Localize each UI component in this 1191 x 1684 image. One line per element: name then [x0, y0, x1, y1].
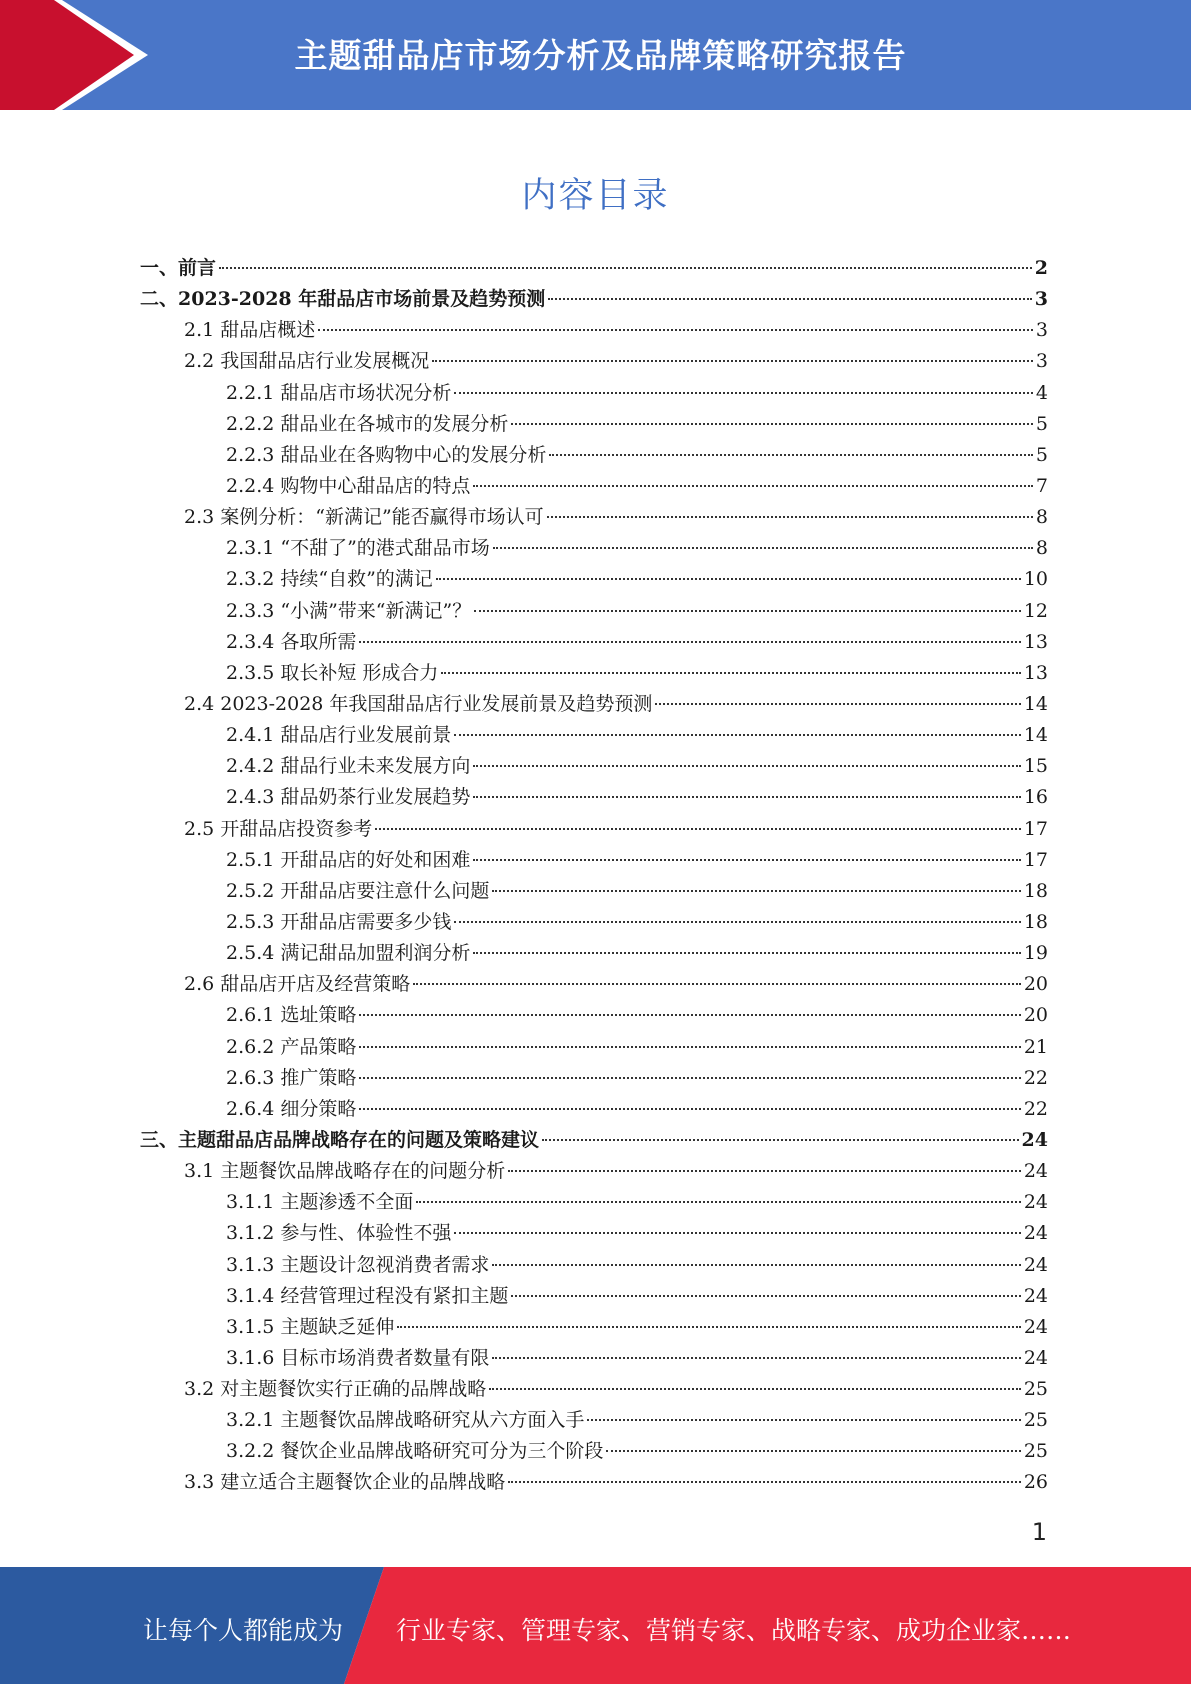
toc-entry-label: 2.6.4 细分策略 — [226, 1097, 357, 1120]
toc-entry-page: 24 — [1023, 1253, 1048, 1276]
toc-entry-page: 3 — [1035, 319, 1048, 342]
toc-entry-page: 16 — [1023, 786, 1048, 809]
toc-dot-leader — [454, 921, 1020, 923]
toc-entry-page: 26 — [1023, 1471, 1048, 1494]
toc-entry[interactable] — [140, 472, 1048, 503]
toc-dot-leader — [492, 890, 1020, 892]
toc-entry[interactable] — [140, 877, 1048, 908]
toc-dot-leader — [492, 1357, 1020, 1359]
toc-entry-page: 8 — [1035, 506, 1048, 529]
toc-entry-page: 24 — [1021, 1128, 1048, 1151]
toc-entry-page: 17 — [1023, 817, 1048, 840]
toc-entry[interactable] — [140, 1468, 1048, 1499]
toc-dot-leader — [473, 952, 1020, 954]
header-banner — [0, 0, 1191, 110]
toc-dot-leader — [473, 765, 1020, 767]
toc-entry-page: 24 — [1023, 1222, 1048, 1245]
toc-entry-page: 21 — [1023, 1035, 1048, 1058]
toc-entry-label: 2.2.1 甜品店市场状况分析 — [226, 381, 452, 404]
toc-dot-leader — [548, 298, 1032, 300]
toc-entry[interactable] — [140, 503, 1048, 534]
toc-entry[interactable] — [140, 628, 1048, 659]
toc-entry-label: 2.3.1 “不甜了”的港式甜品市场 — [226, 537, 490, 560]
toc-entry-page: 14 — [1023, 692, 1048, 715]
toc-entry[interactable] — [140, 1126, 1048, 1157]
report-title: 主题甜品店市场分析及品牌策略研究报告 — [294, 36, 907, 75]
toc-dot-leader — [549, 454, 1033, 456]
toc-entry[interactable] — [140, 783, 1048, 814]
toc-entry-label: 3.2 对主题餐饮实行正确的品牌战略 — [184, 1378, 487, 1401]
toc-entry-page: 15 — [1023, 755, 1048, 778]
toc-entry-page: 17 — [1023, 848, 1048, 871]
toc-entry[interactable] — [140, 1313, 1048, 1344]
toc-entry[interactable] — [140, 1437, 1048, 1468]
toc-entry-page: 25 — [1023, 1440, 1048, 1463]
toc-dot-leader — [606, 1450, 1020, 1452]
toc-entry-label: 3.3 建立适合主题餐饮企业的品牌战略 — [184, 1471, 506, 1494]
toc-entry-page: 24 — [1023, 1315, 1048, 1338]
toc-entry-label: 2.3.3 “小满”带来“新满记”？ — [226, 599, 472, 622]
toc-entry-page: 5 — [1035, 412, 1048, 435]
toc-entry-label: 2.3.5 取长补短 形成合力 — [226, 661, 439, 684]
toc-entry-page: 19 — [1023, 942, 1048, 965]
toc-entry-page: 22 — [1023, 1066, 1048, 1089]
toc-dot-leader — [436, 578, 1021, 580]
toc-entry[interactable] — [140, 379, 1048, 410]
toc-dot-leader — [492, 1264, 1020, 1266]
toc-dot-leader — [318, 329, 1033, 331]
toc-entry-label: 2.3.2 持续“自救”的满记 — [226, 568, 433, 591]
toc-dot-leader — [489, 1388, 1021, 1390]
toc-entry-label: 2.4.1 甜品店行业发展前景 — [226, 724, 452, 747]
toc-entry-page: 7 — [1035, 474, 1048, 497]
toc-entry[interactable] — [140, 721, 1048, 752]
toc-entry[interactable] — [140, 1406, 1048, 1437]
toc-entry-page: 20 — [1023, 1004, 1048, 1027]
toc-entry-label: 3.1.6 目标市场消费者数量有限 — [226, 1346, 490, 1369]
toc-entry-page: 4 — [1035, 381, 1048, 404]
toc-entry-label: 二、2023-2028 年甜品店市场前景及趋势预测 — [140, 288, 546, 311]
toc-entry-label: 2.3 案例分析：“新满记”能否赢得市场认可 — [184, 506, 544, 529]
toc-entry[interactable] — [140, 1033, 1048, 1064]
toc-entry-label: 2.3.4 各取所需 — [226, 630, 357, 653]
table-of-contents — [140, 254, 1048, 1500]
toc-dot-leader — [508, 1481, 1021, 1483]
toc-entry[interactable] — [140, 1219, 1048, 1250]
toc-dot-leader — [454, 734, 1020, 736]
toc-entry[interactable] — [140, 939, 1048, 970]
toc-entry-page: 13 — [1023, 630, 1048, 653]
toc-dot-leader — [219, 267, 1032, 269]
toc-dot-leader — [587, 1419, 1020, 1421]
toc-entry-label: 3.1 主题餐饮品牌战略存在的问题分析 — [184, 1160, 506, 1183]
toc-dot-leader — [413, 983, 1021, 985]
toc-entry[interactable] — [140, 815, 1048, 846]
toc-entry[interactable] — [140, 1282, 1048, 1313]
toc-entry-page: 12 — [1023, 599, 1048, 622]
toc-entry-label: 三、主题甜品店品牌战略存在的问题及策略建议 — [140, 1128, 540, 1151]
toc-dot-leader — [473, 485, 1033, 487]
toc-entry-label: 3.2.2 餐饮企业品牌战略研究可分为三个阶段 — [226, 1440, 604, 1463]
toc-dot-leader — [359, 641, 1020, 643]
toc-dot-leader — [375, 828, 1021, 830]
toc-entry[interactable] — [140, 970, 1048, 1001]
toc-entry[interactable] — [140, 1375, 1048, 1406]
toc-entry-page: 14 — [1023, 724, 1048, 747]
toc-dot-leader — [432, 360, 1033, 362]
toc-dot-leader — [397, 1326, 1020, 1328]
toc-entry-page: 24 — [1023, 1160, 1048, 1183]
toc-dot-leader — [416, 1201, 1020, 1203]
toc-entry-page: 8 — [1035, 537, 1048, 560]
toc-entry-label: 2.4.2 甜品行业未来发展方向 — [226, 755, 471, 778]
toc-entry-label: 2.5.3 开甜品店需要多少钱 — [226, 910, 452, 933]
toc-entry[interactable] — [140, 846, 1048, 877]
toc-dot-leader — [493, 547, 1033, 549]
toc-entry-label: 2.4.3 甜品奶茶行业发展趋势 — [226, 786, 471, 809]
footer-slogan-right: 行业专家、管理专家、营销专家、战略专家、成功企业家…… — [396, 1616, 1072, 1645]
toc-heading: 内容目录 — [521, 176, 670, 216]
toc-entry-page: 3 — [1034, 288, 1048, 311]
toc-dot-leader — [359, 1014, 1020, 1016]
toc-entry-label: 2.5 开甜品店投资参考 — [184, 817, 373, 840]
toc-entry-label: 一、前言 — [140, 257, 217, 279]
toc-entry[interactable] — [140, 1064, 1048, 1095]
toc-entry-label: 2.1 甜品店概述 — [184, 319, 316, 342]
toc-entry-label: 2.2 我国甜品店行业发展概况 — [184, 350, 430, 373]
toc-entry-page: 24 — [1023, 1191, 1048, 1214]
toc-dot-leader — [547, 516, 1033, 518]
toc-entry-label: 2.2.3 甜品业在各购物中心的发展分析 — [226, 443, 547, 466]
toc-entry[interactable] — [140, 1157, 1048, 1188]
toc-entry-label: 3.1.2 参与性、体验性不强 — [226, 1222, 452, 1245]
toc-dot-leader — [441, 672, 1020, 674]
toc-entry-page: 10 — [1023, 568, 1048, 591]
toc-entry[interactable] — [140, 1095, 1048, 1126]
toc-entry[interactable] — [140, 752, 1048, 783]
footer-slogan-left: 让每个人都能成为 — [143, 1616, 344, 1645]
toc-entry-label: 3.1.4 经营管理过程没有紧扣主题 — [226, 1284, 509, 1307]
toc-entry-label: 3.2.1 主题餐饮品牌战略研究从六方面入手 — [226, 1409, 585, 1432]
toc-entry-page: 25 — [1023, 1409, 1048, 1432]
toc-entry-page: 24 — [1023, 1346, 1048, 1369]
toc-entry-label: 2.2.4 购物中心甜品店的特点 — [226, 474, 471, 497]
toc-dot-leader — [542, 1139, 1019, 1141]
toc-entry[interactable] — [140, 534, 1048, 565]
toc-entry-label: 2.6.2 产品策略 — [226, 1035, 357, 1058]
toc-entry-label: 2.2.2 甜品业在各城市的发展分析 — [226, 412, 509, 435]
toc-entry-label: 3.1.5 主题缺乏延伸 — [226, 1315, 395, 1338]
toc-entry[interactable] — [140, 347, 1048, 378]
toc-entry[interactable] — [140, 597, 1048, 628]
toc-entry-label: 2.5.2 开甜品店要注意什么问题 — [226, 879, 490, 902]
toc-entry-label: 2.4 2023-2028 年我国甜品店行业发展前景及趋势预测 — [184, 692, 653, 715]
toc-entry[interactable] — [140, 659, 1048, 690]
toc-dot-leader — [474, 610, 1021, 612]
toc-entry[interactable] — [140, 908, 1048, 939]
toc-entry-page: 3 — [1035, 350, 1048, 373]
toc-entry[interactable] — [140, 1188, 1048, 1219]
toc-dot-leader — [508, 1170, 1021, 1172]
toc-entry-label: 2.6.3 推广策略 — [226, 1066, 357, 1089]
toc-entry[interactable] — [140, 285, 1048, 316]
toc-entry-page: 13 — [1023, 661, 1048, 684]
toc-entry-page: 24 — [1023, 1284, 1048, 1307]
toc-entry[interactable] — [140, 690, 1048, 721]
toc-entry[interactable] — [140, 410, 1048, 441]
toc-dot-leader — [359, 1077, 1020, 1079]
footer-banner — [0, 1567, 1191, 1684]
toc-entry[interactable] — [140, 316, 1048, 347]
toc-entry-label: 2.6.1 选址策略 — [226, 1004, 357, 1027]
toc-entry[interactable] — [140, 1251, 1048, 1282]
toc-entry-page: 5 — [1035, 443, 1048, 466]
toc-dot-leader — [454, 1232, 1020, 1234]
toc-entry-page: 20 — [1023, 973, 1048, 996]
toc-dot-leader — [473, 796, 1020, 798]
toc-entry-label: 2.5.4 满记甜品加盟利润分析 — [226, 942, 471, 965]
toc-entry-label: 2.5.1 开甜品店的好处和困难 — [226, 848, 471, 871]
toc-dot-leader — [511, 423, 1033, 425]
toc-entry-page: 22 — [1023, 1097, 1048, 1120]
toc-entry[interactable] — [140, 565, 1048, 596]
toc-entry[interactable] — [140, 1344, 1048, 1375]
toc-dot-leader — [473, 859, 1020, 861]
toc-entry[interactable] — [140, 254, 1048, 285]
toc-entry-label: 3.1.1 主题渗透不全面 — [226, 1191, 414, 1214]
toc-entry-label: 2.6 甜品店开店及经营策略 — [184, 973, 411, 996]
toc-entry-page: 25 — [1023, 1378, 1048, 1401]
toc-dot-leader — [454, 392, 1033, 394]
page-number: 1 — [1031, 1518, 1047, 1546]
toc-dot-leader — [655, 703, 1020, 705]
toc-entry[interactable] — [140, 1001, 1048, 1032]
toc-entry-page: 18 — [1023, 910, 1048, 933]
toc-entry-page: 2 — [1034, 257, 1048, 279]
toc-entry-page: 18 — [1023, 879, 1048, 902]
toc-dot-leader — [359, 1108, 1020, 1110]
toc-entry-label: 3.1.3 主题设计忽视消费者需求 — [226, 1253, 490, 1276]
toc-dot-leader — [511, 1295, 1020, 1297]
toc-entry[interactable] — [140, 441, 1048, 472]
toc-dot-leader — [359, 1046, 1020, 1048]
